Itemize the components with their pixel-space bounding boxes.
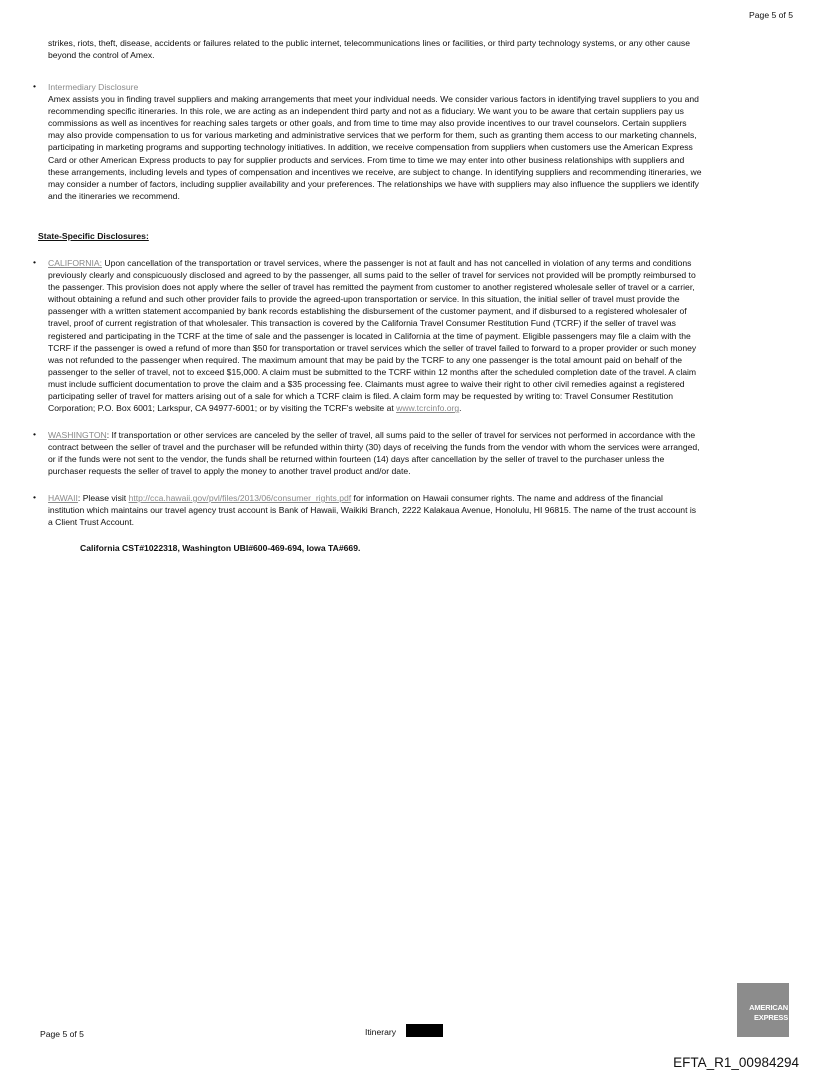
bullet: • [33, 429, 37, 439]
text-line: Amex assists you in finding travel suppliers and making arrangements that meet your individual needs. We consider various factors in identifying travel suppliers to you and [48, 94, 699, 105]
hawaii-consumer-rights-link[interactable]: http://cca.hawaii.gov/pvl/files/2013/06/consumer_rights.pdf [128, 493, 352, 503]
text-line: institution which maintains our travel agency trust account is Bank of Hawaii, Waikiki Branch, 2222 Kalakaua Avenue, Honolulu, HI 96815. The name of the trust account is [48, 505, 697, 516]
washington-link[interactable]: WASHINGTON [48, 430, 107, 440]
text-segment: : If transportation or other services are canceled by the seller of travel, all sums paid to the seller of travel for services not performed in accordance with the [106, 430, 696, 440]
text-line: contract between the seller of travel and the purchaser will be refunded within thirty (30) days of receiving the funds from the vendor with whom the services were arranged, [48, 442, 700, 453]
text-line: purchaser requests the seller of travel to apply the money to another travel product and/or date. [48, 466, 411, 477]
text-line: a Client Trust Account. [48, 517, 134, 528]
text-line: participating in marketing programs and supporting technology initiatives. In addition, we receive compensation from suppliers when customers use the American Express [48, 142, 693, 153]
tcrf-website-link[interactable]: www.tcrcinfo.org [396, 403, 460, 414]
text-line: Card or other American Express products to pay for supplier products and services. From time to time we may enter into other business relationships with suppliers and [48, 154, 685, 165]
washington-disclosure [33, 429, 700, 477]
text-segment: for information on Hawaii consumer rights. The name and address of the financial [351, 493, 663, 503]
page-number-footer: Page 5 of 5 [40, 1029, 84, 1039]
american-express-logo [737, 983, 789, 1037]
text-line: commissions as well as incentives for reaching sales targets or other goals, and from time to time may also provide incentives to our travel counselors. Certain suppliers [48, 118, 687, 129]
state-disclosures-heading: State-Specific Disclosures: [38, 231, 149, 241]
text-line: the passenger. This provision does not apply where the seller of travel has remitted the payment from customer to another registered wholesale seller of travel or a carrier, [48, 282, 695, 293]
section-title: Intermediary Disclosure [48, 82, 139, 92]
text-segment: Upon cancellation of the transportation or travel services, where the passenger is not at fault and has not cancelled in violation of any terms and conditions [101, 258, 692, 268]
text-line: TCRF if the passenger is owed a refund of more than $50 for transportation or travel services which the seller of travel failed to forward to a proper provider or such money [48, 342, 697, 353]
text-line: recommending specific itineraries. In this role, we are acting as an independent third party and not as a fiduciary. We want you to be aware that certain suppliers pay us [48, 106, 684, 117]
text-line: passenger to the seller of travel, not to exceed $15,000. A claim must be submitted to the TCRF within 12 months after the scheduled completion date of the travel. A claim [48, 366, 697, 377]
intermediary-disclosure [33, 81, 702, 202]
text-segment: Corporation; P.O. Box 6001; Larkspur, CA 94977-6001; or by visiting the TCRF's website at [48, 403, 397, 414]
bullet: • [33, 257, 37, 267]
california-link[interactable]: CALIFORNIA: [48, 258, 102, 268]
text-line: without obtaining a refund and such other provider fails to provide the agreed-upon transportation or service. In this situation, the initial seller of travel must provide the [48, 294, 680, 305]
bullet: • [33, 81, 37, 91]
redacted-itinerary-number [406, 1024, 443, 1037]
text-line: may consider a number of factors, including supplier availability and your preferences. The relationships we have with suppliers may also influence the suppliers we identify [48, 178, 699, 189]
hawaii-link[interactable]: HAWAII [48, 493, 78, 503]
text-line: travel, proof of current registration of that wholesaler. This transaction is covered by the California Travel Consumer Restitution Fund (TCRF) if the seller of travel was [48, 318, 676, 329]
intro-paragraph [48, 37, 690, 61]
text-line: and the itineraries we recommend. [48, 190, 180, 201]
text-line: these arrangements, including levels and types of compensation and incentives we receive, are subject to change. In identifying suppliers and recommending itineraries, we [48, 166, 702, 177]
california-disclosure [33, 257, 697, 414]
logo-text: AMERICAN [749, 1003, 788, 1012]
text-line: may also provide compensation to us for various marketing and administrative services that we perform for them, such as granting them access to our marketing channels, [48, 130, 697, 141]
text-line: participating seller of travel for matters arising out of a sale for which a TCRF claim is filed. A claim form may be requested by writing to: Travel Consumer Restitution [48, 391, 674, 402]
logo-text: EXPRESS [753, 1013, 788, 1022]
registration-numbers: California CST#1022318, Washington UBI#600-469-694, Iowa TA#669. [80, 543, 361, 553]
text-line: or if the funds were not sent to the vendor, the funds shall be returned within fourteen (14) days after cancellation by the seller of travel to the purchaser unless the [48, 454, 665, 465]
text-line: beyond the control of Amex. [48, 50, 155, 61]
text-line: strikes, riots, theft, disease, accidents or failures related to the public internet, telecommunications lines or facilities, or third party technology systems, or any other cause [48, 38, 690, 48]
itinerary-label: Itinerary [365, 1027, 397, 1037]
text-line: previously clearly and conspicuously disclosed and agreed to by the passenger, all sums paid to the seller of travel for services not provided will be promptly reimbursed to [48, 270, 696, 281]
bullet: • [33, 492, 37, 502]
text-line: registered and participating in the TCRF at the time of sale and the passenger is located in California at the time of payment. Eligible passengers may file a claim with the [48, 330, 691, 341]
text-line: was not refunded to the passenger when required. The maximum amount that may be paid by the TCRF to any one passenger is the total amount paid on behalf of the [48, 354, 683, 365]
text-segment: : Please visit [77, 493, 129, 503]
document-id: EFTA_R1_00984294 [673, 1055, 799, 1070]
text-segment: . [459, 403, 462, 414]
hawaii-disclosure [33, 492, 697, 528]
text-line: must include sufficient documentation to prove the claim and a $35 processing fee. Claimants must agree to waive their right to other civil remedies against a registered [48, 378, 685, 389]
text-line: passenger with a written statement accompanied by bank records establishing the disbursement of the customer payment, and if disbursed to a registered wholesaler of [48, 306, 687, 317]
page-number-header: Page 5 of 5 [749, 10, 793, 20]
